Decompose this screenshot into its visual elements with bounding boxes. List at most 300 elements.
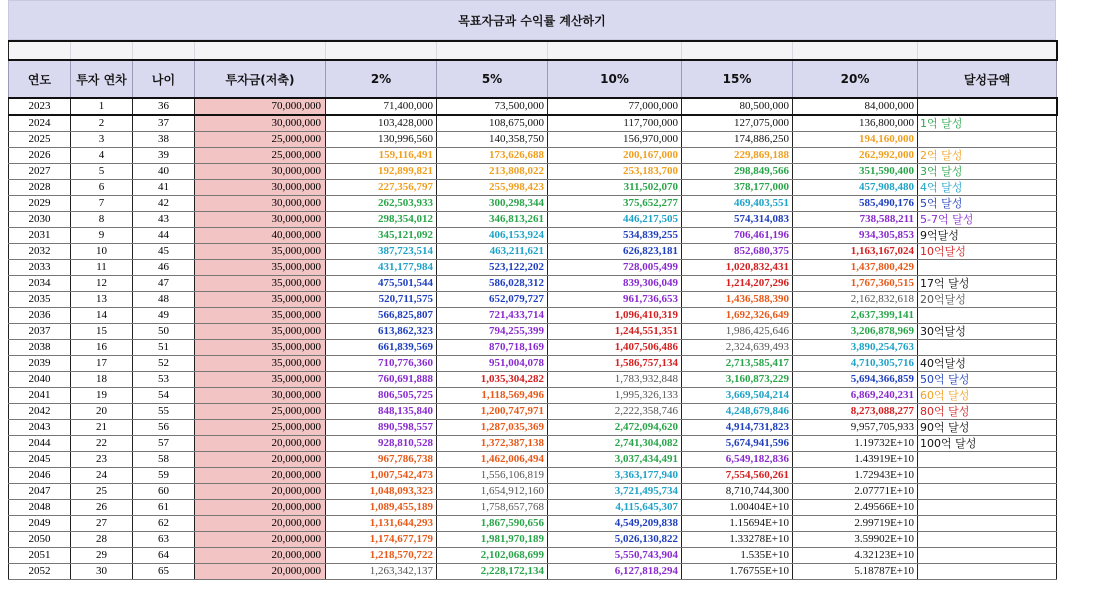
cell-rate-20[interactable]: 262,992,000 (793, 148, 918, 164)
cell-achievement[interactable]: 3억 달성 (918, 164, 1057, 180)
cell-achievement[interactable]: 9억달성 (918, 228, 1057, 244)
cell-rate-15[interactable]: 4,914,731,823 (682, 420, 793, 436)
cell-investment-year[interactable]: 5 (71, 164, 133, 180)
cell-rate-5[interactable]: 2,228,172,134 (437, 564, 548, 580)
cell-investment-year[interactable]: 29 (71, 548, 133, 564)
header-investment-year[interactable]: 투자 연차 (71, 60, 133, 98)
cell-rate-5[interactable]: 523,122,202 (437, 260, 548, 276)
cell-rate-15[interactable]: 1.00404E+10 (682, 500, 793, 516)
cell-rate-5[interactable]: 1,462,006,494 (437, 452, 548, 468)
cell-rate-2[interactable]: 192,899,821 (326, 164, 437, 180)
cell-rate-5[interactable]: 255,998,423 (437, 180, 548, 196)
cell-rate-20[interactable]: 1.72943E+10 (793, 468, 918, 484)
cell-investment-year[interactable]: 9 (71, 228, 133, 244)
cell-rate-15[interactable]: 80,500,000 (682, 98, 793, 115)
cell-year[interactable]: 2034 (9, 276, 71, 292)
cell-rate-10[interactable]: 2,472,094,620 (548, 420, 682, 436)
cell-year[interactable]: 2039 (9, 356, 71, 372)
cell-year[interactable]: 2038 (9, 340, 71, 356)
cell-rate-5[interactable]: 300,298,344 (437, 196, 548, 212)
cell-investment[interactable]: 30,000,000 (195, 180, 326, 196)
cell-investment-year[interactable]: 19 (71, 388, 133, 404)
cell-age[interactable]: 44 (133, 228, 195, 244)
cell-rate-20[interactable]: 6,869,240,231 (793, 388, 918, 404)
cell-investment-year[interactable]: 11 (71, 260, 133, 276)
cell-age[interactable]: 64 (133, 548, 195, 564)
cell-year[interactable]: 2026 (9, 148, 71, 164)
cell-achievement[interactable] (918, 98, 1057, 115)
cell-age[interactable]: 53 (133, 372, 195, 388)
cell-rate-15[interactable]: 706,461,196 (682, 228, 793, 244)
cell-achievement[interactable]: 4억 달성 (918, 180, 1057, 196)
cell-rate-10[interactable]: 1,096,410,319 (548, 308, 682, 324)
cell-rate-2[interactable]: 613,862,323 (326, 324, 437, 340)
cell-investment[interactable]: 20,000,000 (195, 516, 326, 532)
cell-rate-2[interactable]: 566,825,807 (326, 308, 437, 324)
cell-achievement[interactable]: 40억달성 (918, 356, 1057, 372)
cell-investment[interactable]: 30,000,000 (195, 196, 326, 212)
cell-rate-2[interactable]: 1,174,677,179 (326, 532, 437, 548)
cell-achievement[interactable] (918, 308, 1057, 324)
cell-rate-20[interactable]: 8,273,088,277 (793, 404, 918, 420)
cell-rate-2[interactable]: 760,691,888 (326, 372, 437, 388)
cell-year[interactable]: 2048 (9, 500, 71, 516)
cell-rate-20[interactable]: 934,305,853 (793, 228, 918, 244)
cell-age[interactable]: 55 (133, 404, 195, 420)
cell-year[interactable]: 2031 (9, 228, 71, 244)
cell-rate-5[interactable]: 213,808,022 (437, 164, 548, 180)
cell-rate-15[interactable]: 574,314,083 (682, 212, 793, 228)
cell-investment[interactable]: 25,000,000 (195, 404, 326, 420)
cell-investment[interactable]: 70,000,000 (195, 98, 326, 115)
cell-rate-15[interactable]: 1.33278E+10 (682, 532, 793, 548)
cell-year[interactable]: 2035 (9, 292, 71, 308)
cell-rate-5[interactable]: 140,358,750 (437, 132, 548, 148)
cell-age[interactable]: 48 (133, 292, 195, 308)
cell-rate-5[interactable]: 652,079,727 (437, 292, 548, 308)
cell-rate-5[interactable]: 1,654,912,160 (437, 484, 548, 500)
cell-rate-5[interactable]: 870,718,169 (437, 340, 548, 356)
cell-achievement[interactable] (918, 340, 1057, 356)
cell-age[interactable]: 61 (133, 500, 195, 516)
cell-rate-10[interactable]: 1,586,757,134 (548, 356, 682, 372)
cell-rate-2[interactable]: 848,135,840 (326, 404, 437, 420)
cell-year[interactable]: 2049 (9, 516, 71, 532)
cell-investment-year[interactable]: 21 (71, 420, 133, 436)
cell-rate-20[interactable]: 5,694,366,859 (793, 372, 918, 388)
cell-investment[interactable]: 30,000,000 (195, 164, 326, 180)
cell-investment-year[interactable]: 2 (71, 115, 133, 132)
cell-year[interactable]: 2028 (9, 180, 71, 196)
cell-rate-15[interactable]: 3,160,873,229 (682, 372, 793, 388)
cell-rate-10[interactable]: 4,115,645,307 (548, 500, 682, 516)
cell-achievement[interactable]: 90억 달성 (918, 420, 1057, 436)
cell-year[interactable]: 2052 (9, 564, 71, 580)
cell-rate-15[interactable]: 2,713,585,417 (682, 356, 793, 372)
cell-rate-10[interactable]: 6,127,818,294 (548, 564, 682, 580)
cell-achievement[interactable]: 5-7억 달성 (918, 212, 1057, 228)
cell-investment[interactable]: 35,000,000 (195, 372, 326, 388)
cell-rate-2[interactable]: 387,723,514 (326, 244, 437, 260)
cell-rate-5[interactable]: 1,758,657,768 (437, 500, 548, 516)
cell-rate-15[interactable]: 1.15694E+10 (682, 516, 793, 532)
header-age[interactable]: 나이 (133, 60, 195, 98)
cell-investment[interactable]: 30,000,000 (195, 115, 326, 132)
cell-investment[interactable]: 35,000,000 (195, 308, 326, 324)
cell-rate-10[interactable]: 839,306,049 (548, 276, 682, 292)
cell-rate-10[interactable]: 4,549,209,838 (548, 516, 682, 532)
cell-rate-5[interactable]: 406,153,924 (437, 228, 548, 244)
cell-investment-year[interactable]: 14 (71, 308, 133, 324)
cell-rate-2[interactable]: 967,786,738 (326, 452, 437, 468)
cell-age[interactable]: 60 (133, 484, 195, 500)
cell-rate-5[interactable]: 586,028,312 (437, 276, 548, 292)
cell-age[interactable]: 47 (133, 276, 195, 292)
cell-rate-15[interactable]: 1,692,326,649 (682, 308, 793, 324)
cell-year[interactable]: 2024 (9, 115, 71, 132)
cell-rate-15[interactable]: 8,710,744,300 (682, 484, 793, 500)
cell-rate-20[interactable]: 457,908,480 (793, 180, 918, 196)
cell-age[interactable]: 65 (133, 564, 195, 580)
cell-rate-10[interactable]: 2,222,358,746 (548, 404, 682, 420)
cell-year[interactable]: 2032 (9, 244, 71, 260)
cell-rate-15[interactable]: 469,403,551 (682, 196, 793, 212)
cell-year[interactable]: 2043 (9, 420, 71, 436)
cell-achievement[interactable]: 5억 달성 (918, 196, 1057, 212)
cell-investment-year[interactable]: 3 (71, 132, 133, 148)
cell-investment-year[interactable]: 28 (71, 532, 133, 548)
cell-rate-15[interactable]: 6,549,182,836 (682, 452, 793, 468)
cell-achievement[interactable]: 50억 달성 (918, 372, 1057, 388)
cell-age[interactable]: 63 (133, 532, 195, 548)
cell-year[interactable]: 2041 (9, 388, 71, 404)
cell-age[interactable]: 45 (133, 244, 195, 260)
cell-rate-20[interactable]: 84,000,000 (793, 98, 918, 115)
cell-rate-5[interactable]: 463,211,621 (437, 244, 548, 260)
cell-investment[interactable]: 20,000,000 (195, 564, 326, 580)
cell-investment[interactable]: 25,000,000 (195, 148, 326, 164)
cell-age[interactable]: 37 (133, 115, 195, 132)
cell-rate-2[interactable]: 475,501,544 (326, 276, 437, 292)
cell-investment[interactable]: 35,000,000 (195, 356, 326, 372)
cell-rate-10[interactable]: 5,550,743,904 (548, 548, 682, 564)
cell-age[interactable]: 46 (133, 260, 195, 276)
cell-rate-10[interactable]: 2,741,304,082 (548, 436, 682, 452)
cell-investment-year[interactable]: 15 (71, 324, 133, 340)
cell-year[interactable]: 2033 (9, 260, 71, 276)
cell-rate-20[interactable]: 4,710,305,716 (793, 356, 918, 372)
cell-achievement[interactable]: 60억 달성 (918, 388, 1057, 404)
cell-year[interactable]: 2029 (9, 196, 71, 212)
cell-age[interactable]: 57 (133, 436, 195, 452)
cell-rate-2[interactable]: 1,218,570,722 (326, 548, 437, 564)
cell-achievement[interactable]: 10억달성 (918, 244, 1057, 260)
cell-achievement[interactable] (918, 468, 1057, 484)
cell-rate-2[interactable]: 1,089,455,189 (326, 500, 437, 516)
cell-rate-20[interactable]: 9,957,705,933 (793, 420, 918, 436)
cell-rate-5[interactable]: 1,035,304,282 (437, 372, 548, 388)
cell-age[interactable]: 41 (133, 180, 195, 196)
cell-age[interactable]: 54 (133, 388, 195, 404)
cell-investment[interactable]: 25,000,000 (195, 132, 326, 148)
cell-rate-20[interactable]: 2.07771E+10 (793, 484, 918, 500)
cell-rate-2[interactable]: 1,131,644,293 (326, 516, 437, 532)
cell-rate-2[interactable]: 806,505,725 (326, 388, 437, 404)
cell-achievement[interactable] (918, 500, 1057, 516)
cell-age[interactable]: 38 (133, 132, 195, 148)
cell-investment[interactable]: 35,000,000 (195, 340, 326, 356)
cell-investment-year[interactable]: 27 (71, 516, 133, 532)
cell-rate-15[interactable]: 1,020,832,431 (682, 260, 793, 276)
cell-achievement[interactable]: 17억 달성 (918, 276, 1057, 292)
cell-rate-20[interactable]: 3,206,878,969 (793, 324, 918, 340)
cell-year[interactable]: 2040 (9, 372, 71, 388)
cell-rate-2[interactable]: 1,007,542,473 (326, 468, 437, 484)
cell-rate-15[interactable]: 174,886,250 (682, 132, 793, 148)
cell-rate-2[interactable]: 890,598,557 (326, 420, 437, 436)
cell-rate-5[interactable]: 2,102,068,699 (437, 548, 548, 564)
cell-investment-year[interactable]: 20 (71, 404, 133, 420)
cell-investment[interactable]: 25,000,000 (195, 420, 326, 436)
cell-rate-5[interactable]: 1,200,747,971 (437, 404, 548, 420)
header-rate-10[interactable]: 10% (548, 60, 682, 98)
cell-rate-10[interactable]: 200,167,000 (548, 148, 682, 164)
cell-investment[interactable]: 20,000,000 (195, 500, 326, 516)
cell-rate-15[interactable]: 5,674,941,596 (682, 436, 793, 452)
cell-age[interactable]: 36 (133, 98, 195, 115)
cell-achievement[interactable] (918, 548, 1057, 564)
cell-investment[interactable]: 40,000,000 (195, 228, 326, 244)
cell-rate-2[interactable]: 345,121,092 (326, 228, 437, 244)
cell-investment-year[interactable]: 4 (71, 148, 133, 164)
cell-age[interactable]: 58 (133, 452, 195, 468)
cell-year[interactable]: 2044 (9, 436, 71, 452)
cell-investment[interactable]: 35,000,000 (195, 276, 326, 292)
cell-investment-year[interactable]: 17 (71, 356, 133, 372)
cell-rate-10[interactable]: 1,244,551,351 (548, 324, 682, 340)
cell-rate-20[interactable]: 194,160,000 (793, 132, 918, 148)
cell-rate-2[interactable]: 71,400,000 (326, 98, 437, 115)
cell-achievement[interactable] (918, 484, 1057, 500)
cell-rate-5[interactable]: 1,372,387,138 (437, 436, 548, 452)
cell-investment[interactable]: 30,000,000 (195, 388, 326, 404)
cell-rate-20[interactable]: 738,588,211 (793, 212, 918, 228)
cell-investment-year[interactable]: 13 (71, 292, 133, 308)
cell-age[interactable]: 43 (133, 212, 195, 228)
cell-rate-2[interactable]: 1,263,342,137 (326, 564, 437, 580)
cell-rate-20[interactable]: 1.19732E+10 (793, 436, 918, 452)
cell-rate-10[interactable]: 728,005,499 (548, 260, 682, 276)
cell-achievement[interactable] (918, 452, 1057, 468)
cell-rate-15[interactable]: 1,986,425,646 (682, 324, 793, 340)
cell-rate-10[interactable]: 3,363,177,940 (548, 468, 682, 484)
cell-rate-10[interactable]: 117,700,000 (548, 115, 682, 132)
cell-rate-15[interactable]: 298,849,566 (682, 164, 793, 180)
cell-achievement[interactable] (918, 532, 1057, 548)
cell-rate-5[interactable]: 73,500,000 (437, 98, 548, 115)
cell-investment-year[interactable]: 6 (71, 180, 133, 196)
cell-year[interactable]: 2023 (9, 98, 71, 115)
cell-rate-2[interactable]: 159,116,491 (326, 148, 437, 164)
cell-rate-10[interactable]: 77,000,000 (548, 98, 682, 115)
cell-rate-5[interactable]: 1,118,569,496 (437, 388, 548, 404)
cell-investment-year[interactable]: 1 (71, 98, 133, 115)
cell-investment[interactable]: 35,000,000 (195, 324, 326, 340)
cell-investment[interactable]: 35,000,000 (195, 260, 326, 276)
cell-rate-10[interactable]: 534,839,255 (548, 228, 682, 244)
cell-rate-10[interactable]: 5,026,130,822 (548, 532, 682, 548)
cell-investment-year[interactable]: 22 (71, 436, 133, 452)
cell-rate-15[interactable]: 1.535E+10 (682, 548, 793, 564)
cell-age[interactable]: 50 (133, 324, 195, 340)
cell-rate-10[interactable]: 1,783,932,848 (548, 372, 682, 388)
cell-rate-5[interactable]: 1,287,035,369 (437, 420, 548, 436)
cell-investment[interactable]: 20,000,000 (195, 548, 326, 564)
header-rate-20[interactable]: 20% (793, 60, 918, 98)
cell-rate-20[interactable]: 1,767,360,515 (793, 276, 918, 292)
cell-rate-20[interactable]: 5.18787E+10 (793, 564, 918, 580)
cell-rate-5[interactable]: 1,556,106,819 (437, 468, 548, 484)
cell-rate-10[interactable]: 3,721,495,734 (548, 484, 682, 500)
cell-investment-year[interactable]: 26 (71, 500, 133, 516)
cell-rate-15[interactable]: 1,436,588,390 (682, 292, 793, 308)
cell-rate-20[interactable]: 2.99719E+10 (793, 516, 918, 532)
cell-rate-5[interactable]: 346,813,261 (437, 212, 548, 228)
cell-achievement[interactable] (918, 260, 1057, 276)
cell-rate-10[interactable]: 253,183,700 (548, 164, 682, 180)
cell-year[interactable]: 2030 (9, 212, 71, 228)
cell-age[interactable]: 40 (133, 164, 195, 180)
header-rate-15[interactable]: 15% (682, 60, 793, 98)
cell-year[interactable]: 2037 (9, 324, 71, 340)
cell-investment-year[interactable]: 30 (71, 564, 133, 580)
cell-rate-5[interactable]: 1,867,590,656 (437, 516, 548, 532)
cell-age[interactable]: 51 (133, 340, 195, 356)
cell-rate-20[interactable]: 4.32123E+10 (793, 548, 918, 564)
cell-year[interactable]: 2046 (9, 468, 71, 484)
cell-achievement[interactable] (918, 516, 1057, 532)
header-rate-5[interactable]: 5% (437, 60, 548, 98)
cell-investment-year[interactable]: 23 (71, 452, 133, 468)
cell-achievement[interactable] (918, 132, 1057, 148)
cell-age[interactable]: 42 (133, 196, 195, 212)
cell-rate-20[interactable]: 1,437,800,429 (793, 260, 918, 276)
cell-age[interactable]: 39 (133, 148, 195, 164)
cell-investment-year[interactable]: 24 (71, 468, 133, 484)
cell-rate-10[interactable]: 961,736,653 (548, 292, 682, 308)
cell-age[interactable]: 49 (133, 308, 195, 324)
cell-rate-2[interactable]: 661,839,569 (326, 340, 437, 356)
cell-rate-15[interactable]: 1.76755E+10 (682, 564, 793, 580)
cell-achievement[interactable]: 1억 달성 (918, 115, 1057, 132)
cell-rate-15[interactable]: 3,669,504,214 (682, 388, 793, 404)
cell-rate-15[interactable]: 4,248,679,846 (682, 404, 793, 420)
cell-rate-5[interactable]: 951,004,078 (437, 356, 548, 372)
cell-rate-10[interactable]: 626,823,181 (548, 244, 682, 260)
cell-rate-5[interactable]: 794,255,399 (437, 324, 548, 340)
cell-rate-10[interactable]: 3,037,434,491 (548, 452, 682, 468)
cell-investment-year[interactable]: 8 (71, 212, 133, 228)
cell-rate-2[interactable]: 298,354,012 (326, 212, 437, 228)
cell-investment-year[interactable]: 7 (71, 196, 133, 212)
cell-rate-15[interactable]: 229,869,188 (682, 148, 793, 164)
cell-investment[interactable]: 35,000,000 (195, 244, 326, 260)
cell-rate-2[interactable]: 1,048,093,323 (326, 484, 437, 500)
header-year[interactable]: 연도 (9, 60, 71, 98)
cell-rate-10[interactable]: 1,407,506,486 (548, 340, 682, 356)
cell-rate-2[interactable]: 262,503,933 (326, 196, 437, 212)
cell-rate-20[interactable]: 3.59902E+10 (793, 532, 918, 548)
cell-year[interactable]: 2042 (9, 404, 71, 420)
cell-investment[interactable]: 20,000,000 (195, 532, 326, 548)
cell-rate-20[interactable]: 2.49566E+10 (793, 500, 918, 516)
cell-year[interactable]: 2025 (9, 132, 71, 148)
cell-rate-2[interactable]: 431,177,984 (326, 260, 437, 276)
cell-investment[interactable]: 20,000,000 (195, 452, 326, 468)
cell-achievement[interactable] (918, 564, 1057, 580)
cell-year[interactable]: 2027 (9, 164, 71, 180)
cell-rate-15[interactable]: 378,177,000 (682, 180, 793, 196)
header-rate-2[interactable]: 2% (326, 60, 437, 98)
cell-rate-5[interactable]: 1,981,970,189 (437, 532, 548, 548)
cell-rate-5[interactable]: 173,626,688 (437, 148, 548, 164)
cell-age[interactable]: 62 (133, 516, 195, 532)
cell-investment[interactable]: 35,000,000 (195, 292, 326, 308)
cell-achievement[interactable]: 30억달성 (918, 324, 1057, 340)
cell-rate-20[interactable]: 2,162,832,618 (793, 292, 918, 308)
cell-rate-20[interactable]: 585,490,176 (793, 196, 918, 212)
cell-rate-15[interactable]: 852,680,375 (682, 244, 793, 260)
cell-rate-20[interactable]: 1.43919E+10 (793, 452, 918, 468)
cell-achievement[interactable]: 80억 달성 (918, 404, 1057, 420)
cell-achievement[interactable]: 20억달성 (918, 292, 1057, 308)
cell-investment-year[interactable]: 25 (71, 484, 133, 500)
cell-rate-20[interactable]: 3,890,254,763 (793, 340, 918, 356)
cell-rate-10[interactable]: 446,217,505 (548, 212, 682, 228)
cell-rate-2[interactable]: 227,356,797 (326, 180, 437, 196)
cell-rate-10[interactable]: 311,502,070 (548, 180, 682, 196)
cell-rate-15[interactable]: 2,324,639,493 (682, 340, 793, 356)
cell-age[interactable]: 52 (133, 356, 195, 372)
cell-year[interactable]: 2045 (9, 452, 71, 468)
cell-rate-10[interactable]: 156,970,000 (548, 132, 682, 148)
cell-investment-year[interactable]: 12 (71, 276, 133, 292)
cell-rate-2[interactable]: 710,776,360 (326, 356, 437, 372)
cell-investment[interactable]: 20,000,000 (195, 436, 326, 452)
cell-rate-5[interactable]: 721,433,714 (437, 308, 548, 324)
cell-investment-year[interactable]: 16 (71, 340, 133, 356)
cell-rate-5[interactable]: 108,675,000 (437, 115, 548, 132)
cell-investment[interactable]: 20,000,000 (195, 468, 326, 484)
cell-rate-2[interactable]: 520,711,575 (326, 292, 437, 308)
header-investment[interactable]: 투자금(저축) (195, 60, 326, 98)
cell-rate-20[interactable]: 136,800,000 (793, 115, 918, 132)
cell-investment[interactable]: 20,000,000 (195, 484, 326, 500)
cell-rate-2[interactable]: 928,810,528 (326, 436, 437, 452)
cell-investment-year[interactable]: 10 (71, 244, 133, 260)
cell-rate-20[interactable]: 2,637,399,141 (793, 308, 918, 324)
cell-age[interactable]: 59 (133, 468, 195, 484)
cell-age[interactable]: 56 (133, 420, 195, 436)
cell-rate-10[interactable]: 375,652,277 (548, 196, 682, 212)
cell-investment[interactable]: 30,000,000 (195, 212, 326, 228)
cell-rate-20[interactable]: 1,163,167,024 (793, 244, 918, 260)
cell-rate-15[interactable]: 1,214,207,296 (682, 276, 793, 292)
cell-rate-10[interactable]: 1,995,326,133 (548, 388, 682, 404)
cell-year[interactable]: 2050 (9, 532, 71, 548)
cell-achievement[interactable]: 100억 달성 (918, 436, 1057, 452)
cell-rate-15[interactable]: 127,075,000 (682, 115, 793, 132)
